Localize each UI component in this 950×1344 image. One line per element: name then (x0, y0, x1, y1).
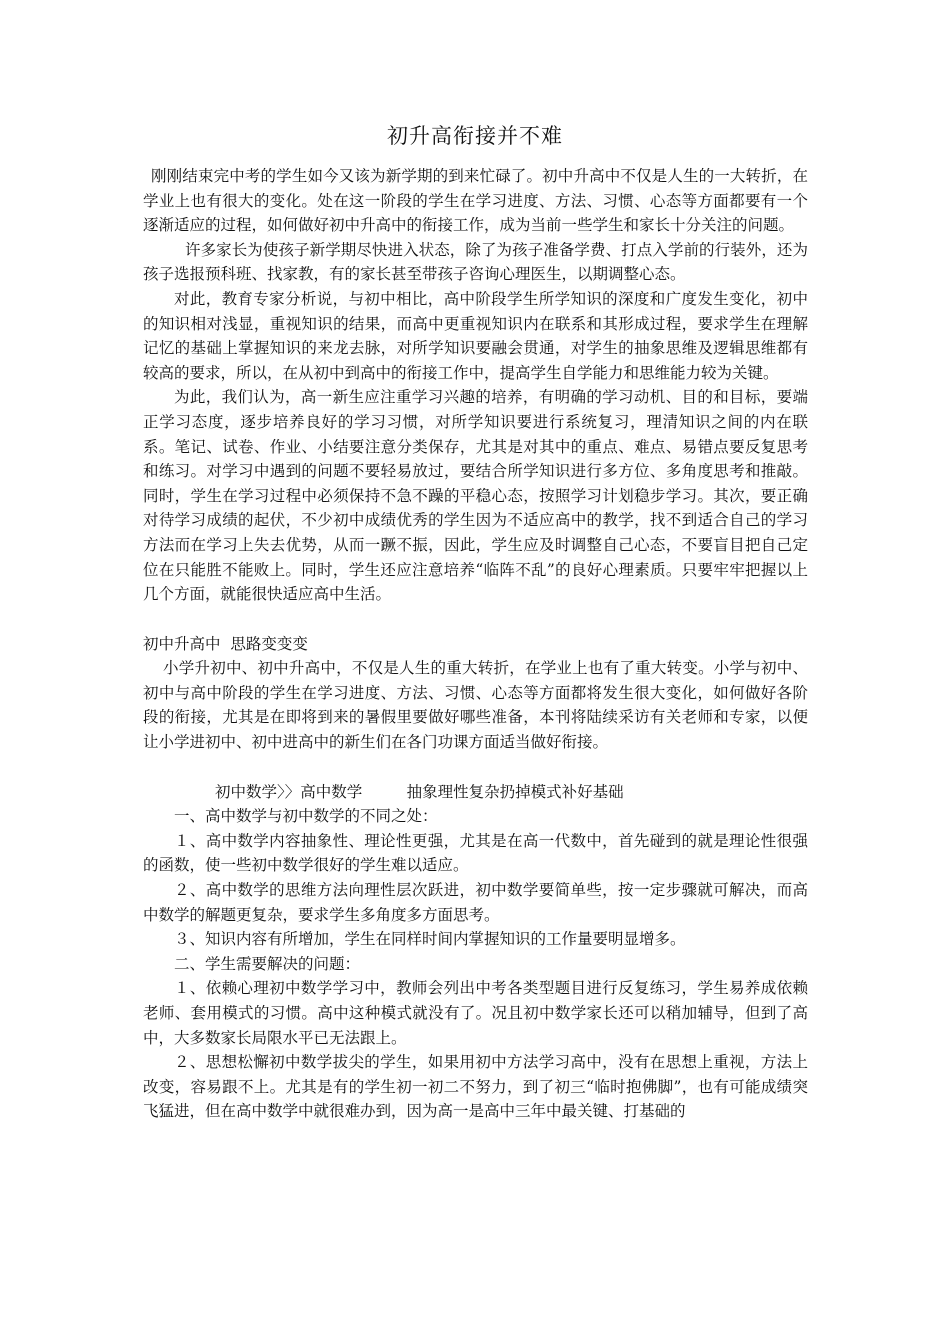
math-item: ３、知识内容有所增加，学生在同样时间内掌握知识的工作量要明显增多。 (174, 930, 686, 949)
paragraph: 为此，我们认为，高一新生应注重学习兴趣的培养，有明确的学习动机、目的和目标，要端正学习态度，逐步培养良好的学习习惯，对所学知识要进行系统复习，理清知识之间的内在联系。笔记、试卷、作业、小结要注意分类保存，尤其是对其中的重点、难点、易错点要反复思考和练习。对学习中遇到的问题不要轻易放过，要结合所学知识进行多方位、多角度思考和推敲。同时，学生在学习过程中必须保持不急不躁的平稳心态，按照学习计划稳步学习。其次，要正确对待学习成绩的起伏，不少初中成绩优秀的学生因为不适应高中的教学，找不到适合自己的学习方法而在学习上失去优势，从而一蹶不振，因此，学生应及时调整自己心态，不要盲目把自己定位在只能胜不能败上。同时，学生还应注意培养“临阵不乱”的良好心理素质。只要牢牢把握以上几个方面，就能很快适应高中生活。 (143, 388, 808, 604)
math-item: ２、思想松懈初中数学拔尖的学生，如果用初中方法学习高中，没有在思想上重视，方法上改变，容易跟不上。尤其是有的学生初一初二不努力，到了初三“临时抱佛脚”，也有可能成绩突飞猛进，但在高中数学中就很难办到，因为高一是高中三年中最关键、打基础的 (143, 1053, 808, 1121)
document-body (143, 164, 808, 1124)
paragraph: 刚刚结束完中考的学生如今又该为新学期的到来忙碌了。初中升高中不仅是人生的一大转折，在学业上也有很大的变化。处在这一阶段的学生在学习进度、方法、习惯、心态等方面都要有一个逐渐适应的过程，如何做好初中升高中的衔接工作，成为当前一些学生和家长十分关注的问题。 (143, 167, 808, 235)
paragraph: 许多家长为使孩子新学期尽快进入状态，除了为孩子准备学费、打点入学前的行装外，还为孩子选报预科班、找家教，有的家长甚至带孩子咨询心理医生，以期调整心态。 (143, 240, 808, 284)
paragraph: 对此，教育专家分析说，与初中相比，高中阶段学生所学知识的深度和广度发生变化，初中的知识相对浅显，重视知识的结果，而高中更重视知识内在联系和其形成过程，要求学生在理解记忆的基础上掌握知识的来龙去脉，对所学知识要融会贯通，对学生的抽象思维及逻辑思维都有较高的要求，所以，在从初中到高中的衔接工作中，提高学生自学能力和思维能力较为关键。 (143, 289, 808, 382)
section-heading: 初中升高中 思路变变变 (143, 634, 308, 653)
section-paragraph: 小学升初中、初中升高中，不仅是人生的重大转折，在学业上也有了重大转变。小学与初中、初中与高中阶段的学生在学习进度、方法、习惯、心态等方面都将发生很大变化，如何做好各阶段的衔接，尤其是在即将到来的暑假里要做好哪些准备，本刊将陆续采访有关老师和专家，以便让小学进初中、初中进高中的新生们在各门功课方面适当做好衔接。 (143, 659, 808, 752)
math-heading: 初中数学〉〉高中数学 抽象理性复杂扔掉模式补好基础 (215, 782, 624, 801)
math-item: 二、学生需要解决的问题： (174, 954, 361, 973)
math-item: １、高中数学内容抽象性、理论性更强，尤其是在高一代数中，首先碰到的就是理论性很强的函数，使一些初中数学很好的学生难以适应。 (143, 831, 808, 875)
document-title: 初升高衔接并不难 (387, 124, 563, 148)
math-item: ２、高中数学的思维方法向理性层次跃进，初中数学要简单些，按一定步骤就可解决，而高中数学的解题更复杂，要求学生多角度多方面思考。 (143, 881, 808, 924)
math-item: 一、高中数学与初中数学的不同之处： (174, 807, 438, 826)
math-item: １、依赖心理初中数学学习中，教师会列出中考各类型题目进行反复练习，学生易养成依赖老师、套用模式的习惯。高中这种模式就没有了。况且初中数学家长还可以稍加辅导，但到了高中，大多数家长局限水平已无法跟上。 (143, 979, 808, 1047)
